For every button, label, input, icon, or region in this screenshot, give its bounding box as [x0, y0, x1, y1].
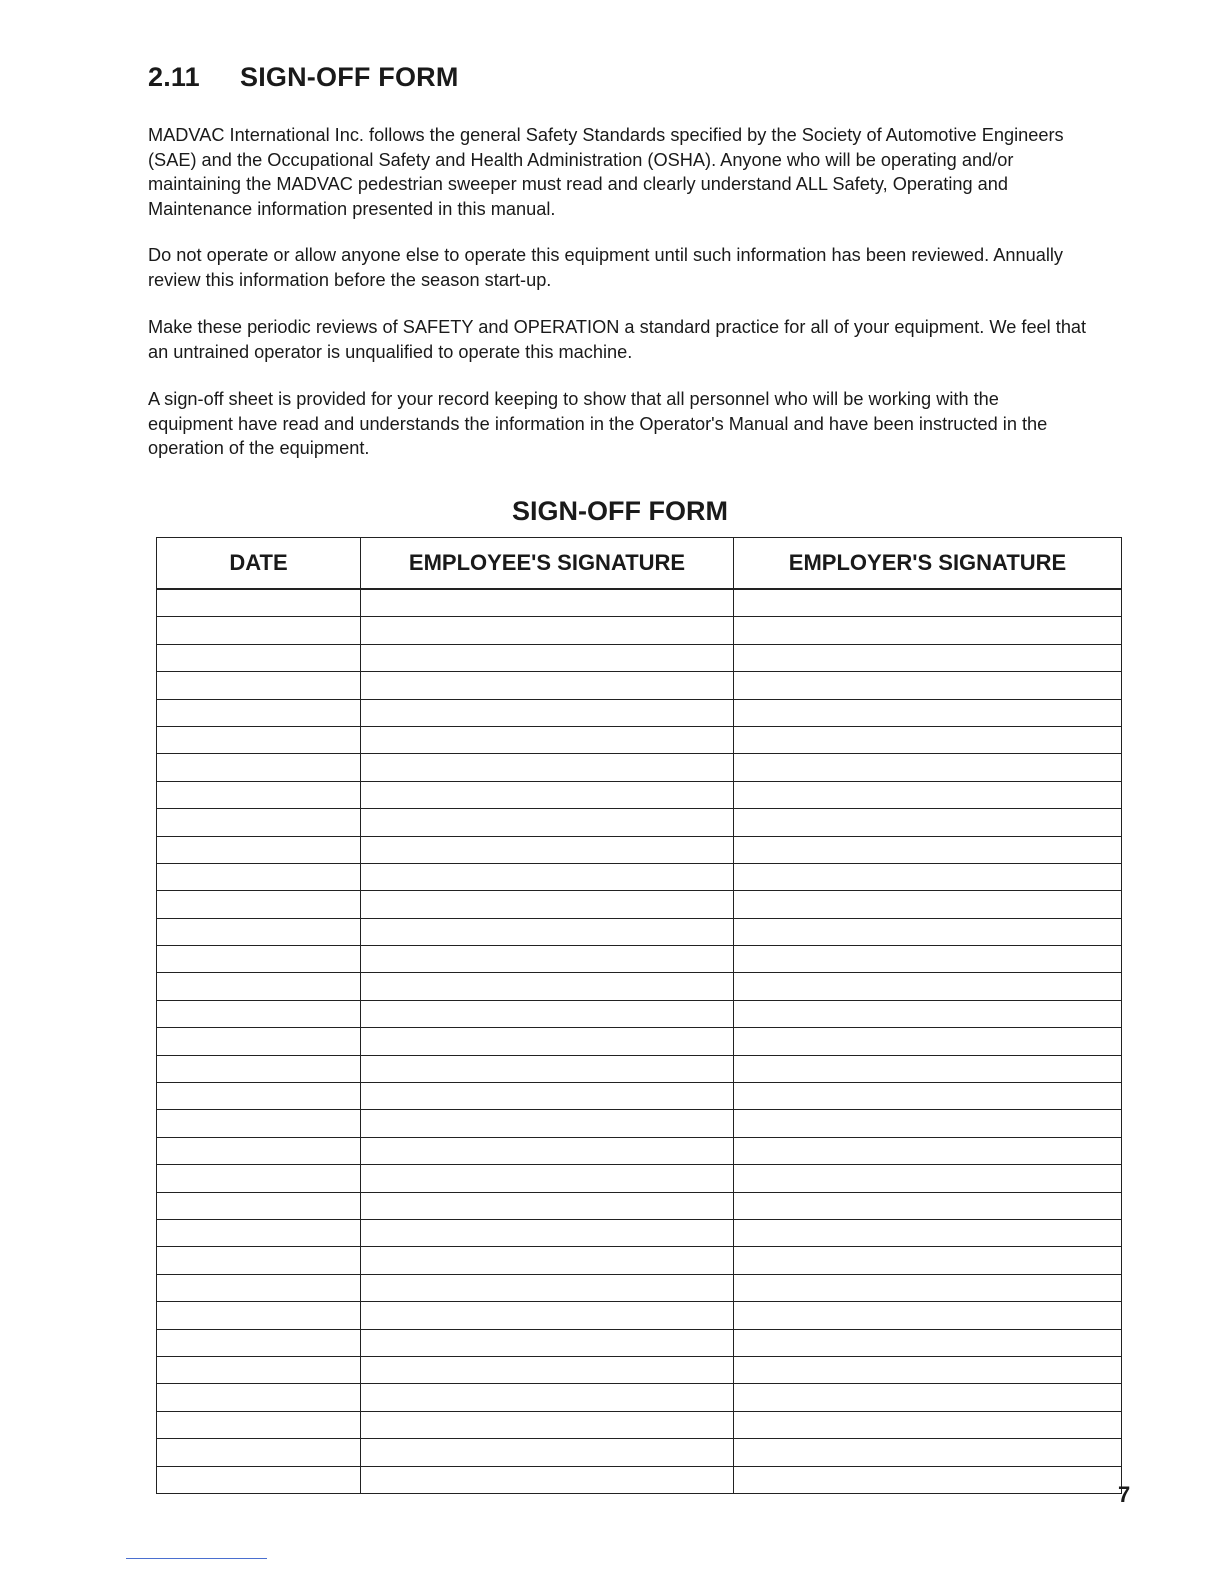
- date-cell[interactable]: [157, 644, 361, 671]
- employee-signature-cell[interactable]: [361, 836, 734, 863]
- date-cell[interactable]: [157, 754, 361, 781]
- table-row: [157, 672, 1122, 699]
- table-row: [157, 1384, 1122, 1411]
- employee-signature-cell[interactable]: [361, 644, 734, 671]
- employee-signature-cell[interactable]: [361, 1274, 734, 1301]
- date-cell[interactable]: [157, 1384, 361, 1411]
- column-header-date: DATE: [157, 538, 361, 590]
- date-cell[interactable]: [157, 1466, 361, 1493]
- table-row: [157, 1274, 1122, 1301]
- employee-signature-cell[interactable]: [361, 754, 734, 781]
- employee-signature-cell[interactable]: [361, 1384, 734, 1411]
- date-cell[interactable]: [157, 809, 361, 836]
- employer-signature-cell[interactable]: [734, 1137, 1122, 1164]
- employee-signature-cell[interactable]: [361, 617, 734, 644]
- date-cell[interactable]: [157, 1165, 361, 1192]
- column-header-employer-signature: EMPLOYER'S SIGNATURE: [734, 538, 1122, 590]
- table-row: [157, 1247, 1122, 1274]
- table-row: [157, 1439, 1122, 1466]
- table-row: [157, 973, 1122, 1000]
- date-cell[interactable]: [157, 836, 361, 863]
- date-cell[interactable]: [157, 726, 361, 753]
- employer-signature-cell[interactable]: [734, 1247, 1122, 1274]
- date-cell[interactable]: [157, 1439, 361, 1466]
- date-cell[interactable]: [157, 891, 361, 918]
- date-cell[interactable]: [157, 863, 361, 890]
- employer-signature-cell[interactable]: [734, 644, 1122, 671]
- date-cell[interactable]: [157, 781, 361, 808]
- employee-signature-cell[interactable]: [361, 781, 734, 808]
- date-cell[interactable]: [157, 1411, 361, 1438]
- date-cell[interactable]: [157, 1247, 361, 1274]
- date-cell[interactable]: [157, 1329, 361, 1356]
- employee-signature-cell[interactable]: [361, 726, 734, 753]
- table-row: [157, 1055, 1122, 1082]
- employee-signature-cell[interactable]: [361, 946, 734, 973]
- employer-signature-cell[interactable]: [734, 672, 1122, 699]
- employer-signature-cell[interactable]: [734, 1466, 1122, 1493]
- date-cell[interactable]: [157, 1192, 361, 1219]
- date-cell[interactable]: [157, 1028, 361, 1055]
- date-cell[interactable]: [157, 699, 361, 726]
- employee-signature-cell[interactable]: [361, 672, 734, 699]
- date-cell[interactable]: [157, 1110, 361, 1137]
- date-cell[interactable]: [157, 946, 361, 973]
- employee-signature-cell[interactable]: [361, 1356, 734, 1383]
- page-number: 7: [1118, 1482, 1131, 1507]
- date-cell[interactable]: [157, 973, 361, 1000]
- date-cell[interactable]: [157, 1055, 361, 1082]
- employee-signature-cell[interactable]: [361, 809, 734, 836]
- employer-signature-cell[interactable]: [734, 809, 1122, 836]
- employer-signature-cell[interactable]: [734, 836, 1122, 863]
- date-cell[interactable]: [157, 589, 361, 617]
- employer-signature-cell[interactable]: [734, 781, 1122, 808]
- date-cell[interactable]: [157, 1302, 361, 1329]
- employer-signature-cell[interactable]: [734, 1411, 1122, 1438]
- table-row: [157, 1192, 1122, 1219]
- employer-signature-cell[interactable]: [734, 726, 1122, 753]
- date-cell[interactable]: [157, 1356, 361, 1383]
- employer-signature-cell[interactable]: [734, 1384, 1122, 1411]
- employer-signature-cell[interactable]: [734, 1000, 1122, 1027]
- employer-signature-cell[interactable]: [734, 918, 1122, 945]
- employer-signature-cell[interactable]: [734, 1165, 1122, 1192]
- employee-signature-cell[interactable]: [361, 1165, 734, 1192]
- table-row: [157, 809, 1122, 836]
- section-heading: [148, 62, 459, 93]
- employer-signature-cell[interactable]: [734, 617, 1122, 644]
- employer-signature-cell[interactable]: [734, 1302, 1122, 1329]
- table-row: [157, 589, 1122, 617]
- table-row: [157, 863, 1122, 890]
- date-cell[interactable]: [157, 1274, 361, 1301]
- date-cell[interactable]: [157, 672, 361, 699]
- employee-signature-cell[interactable]: [361, 1028, 734, 1055]
- employee-signature-cell[interactable]: [361, 863, 734, 890]
- table-row: [157, 1137, 1122, 1164]
- employee-signature-cell[interactable]: [361, 891, 734, 918]
- date-cell[interactable]: [157, 1219, 361, 1246]
- employer-signature-cell[interactable]: [734, 1055, 1122, 1082]
- employer-signature-cell[interactable]: [734, 1356, 1122, 1383]
- employer-signature-cell[interactable]: [734, 1219, 1122, 1246]
- employer-signature-cell[interactable]: [734, 699, 1122, 726]
- employee-signature-cell[interactable]: [361, 1219, 734, 1246]
- employer-signature-cell[interactable]: [734, 589, 1122, 617]
- signoff-table-body: [157, 589, 1122, 1493]
- table-row: [157, 1356, 1122, 1383]
- employee-signature-cell[interactable]: [361, 1192, 734, 1219]
- table-row: [157, 1219, 1122, 1246]
- date-cell[interactable]: [157, 918, 361, 945]
- employee-signature-cell[interactable]: [361, 1110, 734, 1137]
- employee-signature-cell[interactable]: [361, 589, 734, 617]
- employer-signature-cell[interactable]: [734, 1110, 1122, 1137]
- table-row: [157, 918, 1122, 945]
- employee-signature-cell[interactable]: [361, 1466, 734, 1493]
- table-row: [157, 644, 1122, 671]
- footer-rule: [126, 1558, 267, 1559]
- employer-signature-cell[interactable]: [734, 754, 1122, 781]
- employee-signature-cell[interactable]: [361, 918, 734, 945]
- signoff-sheet-paragraph: A sign-off sheet is provided for your record keeping to show that all personnel who will be working with the equipment have read and understands the information in the Operator's Manual and have been instructed in the operation of the equipment.: [148, 389, 1048, 458]
- employee-signature-cell[interactable]: [361, 1055, 734, 1082]
- table-row: [157, 726, 1122, 753]
- table-row: [157, 699, 1122, 726]
- employer-signature-cell[interactable]: [734, 1439, 1122, 1466]
- employer-signature-cell[interactable]: [734, 946, 1122, 973]
- table-row: [157, 1083, 1122, 1110]
- table-row: [157, 754, 1122, 781]
- table-row: [157, 1329, 1122, 1356]
- employer-signature-cell[interactable]: [734, 863, 1122, 890]
- section-number: 2.11: [148, 62, 200, 92]
- section-title: SIGN-OFF FORM: [240, 62, 459, 92]
- table-header-row: [157, 538, 1122, 590]
- table-row: [157, 1000, 1122, 1027]
- employee-signature-cell[interactable]: [361, 1302, 734, 1329]
- table-row: [157, 617, 1122, 644]
- employee-signature-cell[interactable]: [361, 973, 734, 1000]
- table-row: [157, 1411, 1122, 1438]
- form-title: SIGN-OFF FORM: [512, 496, 728, 526]
- table-row: [157, 946, 1122, 973]
- date-cell[interactable]: [157, 1083, 361, 1110]
- employee-signature-cell[interactable]: [361, 1329, 734, 1356]
- employer-signature-cell[interactable]: [734, 1028, 1122, 1055]
- employer-signature-cell[interactable]: [734, 1274, 1122, 1301]
- employer-signature-cell[interactable]: [734, 1083, 1122, 1110]
- table-row: [157, 1165, 1122, 1192]
- table-row: [157, 781, 1122, 808]
- employee-signature-cell[interactable]: [361, 1411, 734, 1438]
- table-row: [157, 836, 1122, 863]
- employee-signature-cell[interactable]: [361, 1137, 734, 1164]
- column-header-employee-signature: EMPLOYEE'S SIGNATURE: [361, 538, 734, 590]
- employee-signature-cell[interactable]: [361, 699, 734, 726]
- table-row: [157, 1466, 1122, 1493]
- employer-signature-cell[interactable]: [734, 973, 1122, 1000]
- table-row: [157, 891, 1122, 918]
- employee-signature-cell[interactable]: [361, 1083, 734, 1110]
- review-paragraph: Do not operate or allow anyone else to operate this equipment until such information has been reviewed. Annually review this information before the season start-up.: [148, 245, 1063, 290]
- intro-paragraph: MADVAC International Inc. follows the general Safety Standards specified by the Society of Automotive Engineers (SAE) and the Occupational Safety and Health Administration (OSHA). Anyone who will be operating and/or maintaining the MADVAC pedestrian sweeper must read and clearly understand ALL Safety, Operating and Maintenance information presented in this manual.: [148, 125, 1064, 219]
- date-cell[interactable]: [157, 1000, 361, 1027]
- employer-signature-cell[interactable]: [734, 891, 1122, 918]
- practice-paragraph: Make these periodic reviews of SAFETY and OPERATION a standard practice for all of your equipment. We feel that an untrained operator is unqualified to operate this machine.: [148, 317, 1087, 362]
- employee-signature-cell[interactable]: [361, 1247, 734, 1274]
- employee-signature-cell[interactable]: [361, 1439, 734, 1466]
- table-row: [157, 1028, 1122, 1055]
- table-row: [157, 1110, 1122, 1137]
- date-cell[interactable]: [157, 617, 361, 644]
- employer-signature-cell[interactable]: [734, 1192, 1122, 1219]
- employee-signature-cell[interactable]: [361, 1000, 734, 1027]
- table-row: [157, 1302, 1122, 1329]
- date-cell[interactable]: [157, 1137, 361, 1164]
- employer-signature-cell[interactable]: [734, 1329, 1122, 1356]
- signoff-table: [156, 537, 1122, 1494]
